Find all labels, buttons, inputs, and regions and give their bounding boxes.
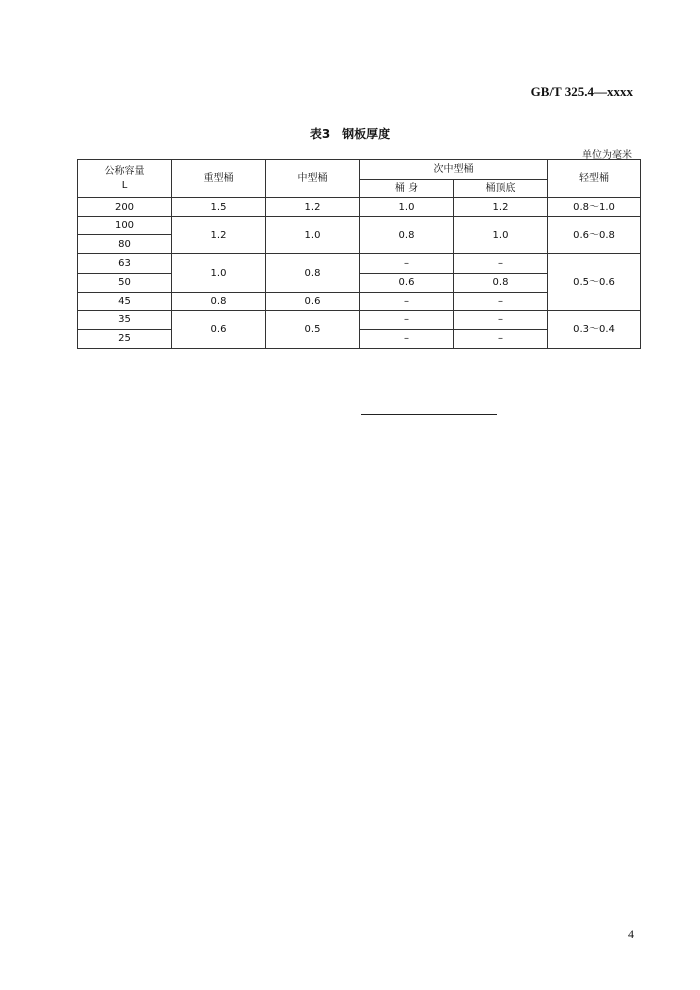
cell-light: 0.5～0.6 — [548, 254, 641, 310]
cell-top-bottom: – — [454, 292, 548, 310]
cell-capacity: 63 — [78, 254, 172, 273]
header-capacity — [78, 160, 172, 198]
unit-note: 单位为毫米 — [582, 150, 632, 161]
header-capacity-label: 公称容量 — [104, 166, 145, 178]
cell-capacity: 50 — [78, 273, 172, 292]
cell-top-bottom: 1.2 — [454, 198, 548, 217]
cell-body: 1.0 — [360, 198, 454, 217]
table-title-text: 钢板厚度 — [342, 127, 391, 141]
cell-capacity: 45 — [78, 292, 172, 310]
cell-body: – — [360, 329, 454, 348]
cell-medium: 0.5 — [266, 310, 360, 348]
header-sub-medium: 次中型桶 — [360, 160, 548, 180]
cell-medium: 1.0 — [266, 217, 360, 254]
cell-body: 0.8 — [360, 217, 454, 254]
cell-light: 0.6～0.8 — [548, 217, 641, 254]
cell-heavy: 0.8 — [172, 292, 266, 310]
cell-capacity: 200 — [78, 198, 172, 217]
cell-capacity: 35 — [78, 310, 172, 329]
cell-top-bottom: 0.8 — [454, 273, 548, 292]
cell-top-bottom: – — [454, 329, 548, 348]
header-heavy: 重型桶 — [172, 160, 266, 198]
cell-top-bottom: – — [454, 310, 548, 329]
header-capacity-unit: L — [121, 180, 128, 192]
cell-light: 0.8～1.0 — [548, 198, 641, 217]
cell-body: 0.6 — [360, 273, 454, 292]
cell-heavy: 1.5 — [172, 198, 266, 217]
cell-top-bottom: – — [454, 254, 548, 273]
table-title — [0, 125, 700, 142]
cell-medium: 0.6 — [266, 292, 360, 310]
table-number: 表3 — [309, 127, 331, 141]
cell-medium: 0.8 — [266, 254, 360, 292]
header-top-bottom: 桶顶底 — [454, 180, 548, 198]
table-row — [78, 198, 641, 217]
page-number: 4 — [628, 927, 634, 941]
header-medium: 中型桶 — [266, 160, 360, 198]
header-body: 桶 身 — [360, 180, 454, 198]
end-of-standard-rule — [361, 414, 497, 415]
cell-capacity: 25 — [78, 329, 172, 348]
cell-body: – — [360, 292, 454, 310]
cell-heavy: 1.2 — [172, 217, 266, 254]
cell-body: – — [360, 310, 454, 329]
cell-capacity: 100 — [78, 217, 172, 235]
header-light: 轻型桶 — [548, 160, 641, 198]
cell-medium: 1.2 — [266, 198, 360, 217]
document-code: GB/T 325.4—xxxx — [530, 84, 633, 99]
cell-top-bottom: 1.0 — [454, 217, 548, 254]
cell-heavy: 1.0 — [172, 254, 266, 292]
table-row — [78, 310, 641, 329]
cell-body: – — [360, 254, 454, 273]
table-row — [78, 217, 641, 235]
steel-thickness-table — [77, 159, 641, 349]
table-header-row — [78, 160, 641, 180]
cell-heavy: 0.6 — [172, 310, 266, 348]
cell-capacity: 80 — [78, 235, 172, 254]
cell-light: 0.3～0.4 — [548, 310, 641, 348]
table-row — [78, 254, 641, 273]
